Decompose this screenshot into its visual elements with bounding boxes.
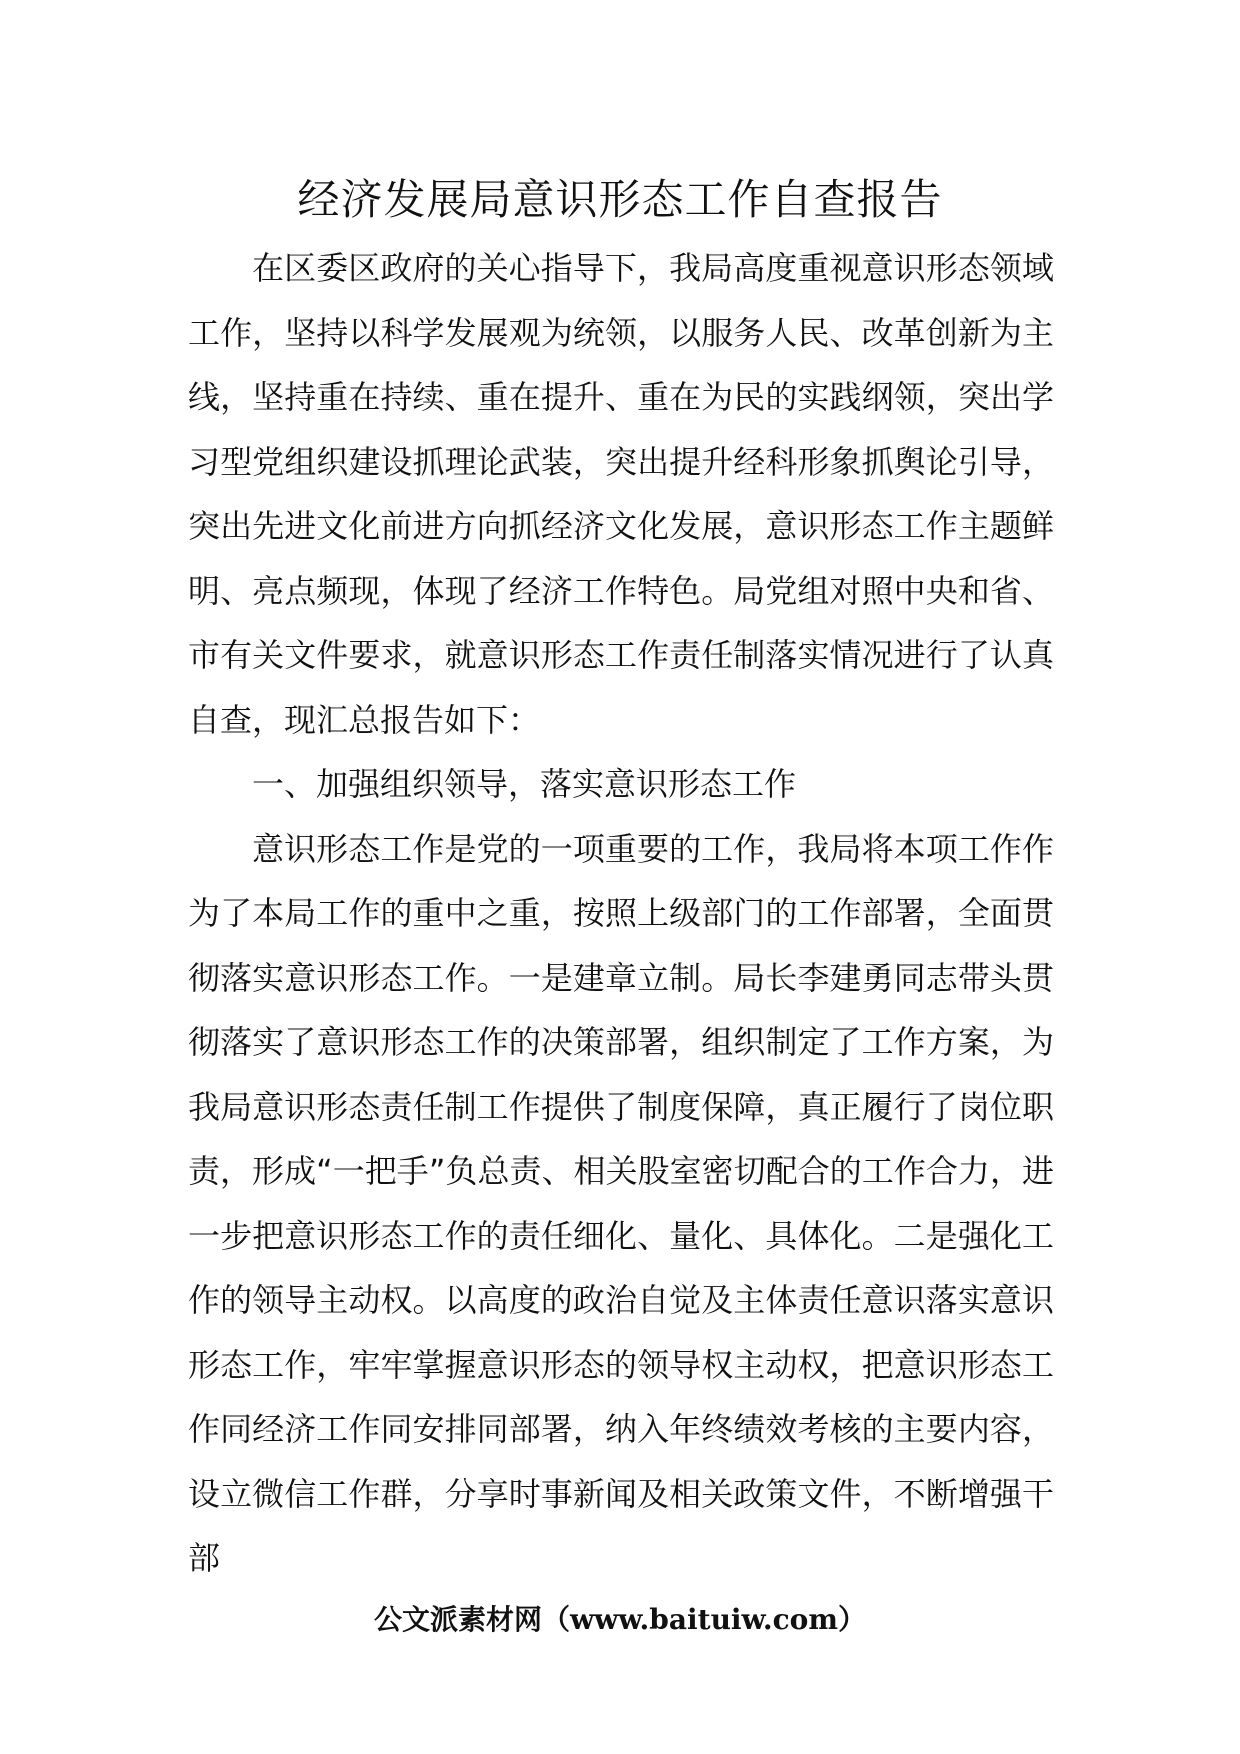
section-paragraph: 意识形态工作是党的一项重要的工作，我局将本项工作作为了本局工作的重中之重，按照上级部门的工作部署，全面贯彻落实意识形态工作。一是建章立制。局长李建勇同志带头贯彻落实了意识形态工作的决策部署，组织制定了工作方案，为我局意识形态责任制工作提供了制度保障，真正履行了岗位职责，形成“一把手”负总责、相关股室密切配合的工作合力，进一步把意识形态工作的责任细化、量化、具体化。二是强化工作的领导主动权。以高度的政治自觉及主体责任意识落实意识形态工作，牢牢掌握意识形态的领导权主动权，把意识形态工作同经济工作同安排同部署，纳入年终绩效考核的主要内容，设立微信工作群，分享时事新闻及相关政策文件，不断增强干部	[188, 829, 1054, 1577]
intro-paragraph: 在区委区政府的关心指导下，我局高度重视意识形态领域工作，坚持以科学发展观为统领，以服务人民、改革创新为主线，坚持重在持续、重在提升、重在为民的实践纲领，突出学习型党组织建设抓理论武装，突出提升经科形象抓舆论引导，突出先进文化前进方向抓经济文化发展，意识形态工作主题鲜明、亮点频现，体现了经济工作特色。局党组对照中央和省、市有关文件要求，就意识形态工作责任制落实情况进行了认真自查，现汇总报告如下：	[188, 249, 1054, 739]
section-heading: 一、加强组织领导，落实意识形态工作	[252, 765, 797, 803]
document-body	[188, 236, 1054, 1591]
footer-watermark: 公文派素材网（www.baituiw.com）	[374, 1603, 866, 1636]
page-title: 经济发展局意识形态工作自查报告	[297, 175, 943, 224]
